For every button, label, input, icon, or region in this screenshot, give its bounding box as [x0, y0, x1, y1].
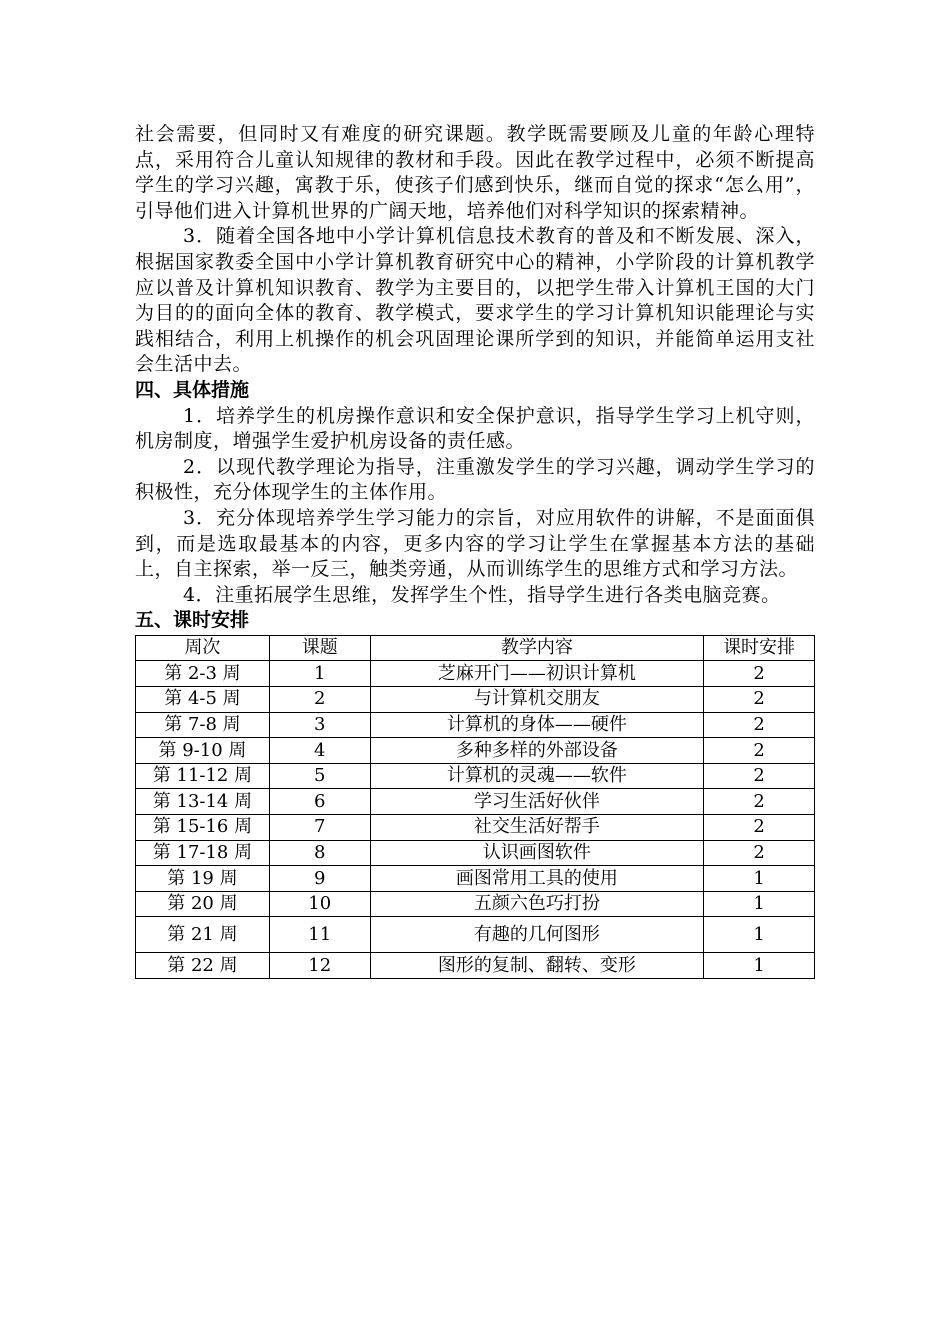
cell-hours: 1 [704, 866, 815, 892]
cell-hours: 2 [704, 738, 815, 764]
cell-content: 与计算机交朋友 [370, 687, 704, 713]
cell-lesson: 8 [269, 840, 370, 866]
table-row [136, 687, 815, 713]
cell-lesson: 1 [269, 661, 370, 687]
cell-week: 第 17-18 周 [136, 840, 270, 866]
cell-content: 五颜六色巧打扮 [370, 891, 704, 917]
cell-content: 画图常用工具的使用 [370, 866, 704, 892]
table-row [136, 738, 815, 764]
cell-hours: 1 [704, 891, 815, 917]
cell-hours: 1 [704, 917, 815, 953]
cell-lesson: 11 [269, 917, 370, 953]
cell-content: 学习生活好伙伴 [370, 789, 704, 815]
table-row [136, 815, 815, 841]
schedule-table [135, 635, 815, 979]
cell-hours: 2 [704, 763, 815, 789]
cell-lesson: 4 [269, 738, 370, 764]
paragraph-item-3: 3．随着全国各地中小学计算机信息技术教育的普及和不断发展、深入，根据国家教委全国中小学计算机教育研究中心的精神，小学阶段的计算机教学应以普及计算机知识教育、教学为主要目的，以把学生带入计算机王国的大门为目的的面向全体的教育、教学模式，要求学生的学习计算机知识能理论与实践相结合，利用上机操作的机会巩固理论课所学到的知识，并能简单运用支社会生活中去。 [135, 225, 815, 376]
measure-item-4: 4．注重拓展学生思维，发挥学生个性，指导学生进行各类电脑竞赛。 [183, 583, 781, 606]
cell-week: 第 19 周 [136, 866, 270, 892]
table-row [136, 763, 815, 789]
cell-lesson: 9 [269, 866, 370, 892]
cell-week: 第 22 周 [136, 953, 270, 979]
cell-content: 社交生活好帮手 [370, 815, 704, 841]
cell-hours: 2 [704, 687, 815, 713]
cell-week: 第 13-14 周 [136, 789, 270, 815]
table-row [136, 866, 815, 892]
document-body [135, 122, 815, 979]
cell-content: 认识画图软件 [370, 840, 704, 866]
cell-lesson: 7 [269, 815, 370, 841]
cell-week: 第 9-10 周 [136, 738, 270, 764]
cell-lesson: 6 [269, 789, 370, 815]
column-header-hours: 课时安排 [704, 635, 815, 661]
cell-content: 计算机的身体——硬件 [370, 712, 704, 738]
column-header-lesson: 课题 [269, 635, 370, 661]
cell-hours: 2 [704, 789, 815, 815]
cell-lesson: 2 [269, 687, 370, 713]
paragraph-continued: 社会需要，但同时又有难度的研究课题。教学既需要顾及儿童的年龄心理特点，采用符合儿童认知规律的教材和手段。因此在教学过程中，必须不断提高学生的学习兴趣，寓教于乐，使孩子们感到快乐，继而自觉的探求“怎么用”，引导他们进入计算机世界的广阔天地，培养他们对科学知识的探索精神。 [135, 123, 815, 222]
table-row [136, 840, 815, 866]
measure-item-1: 1．培养学生的机房操作意识和安全保护意识，指导学生学习上机守则，机房制度，增强学生爱护机房设备的责任感。 [135, 404, 815, 453]
table-header-row [136, 635, 815, 661]
cell-hours: 2 [704, 815, 815, 841]
section-heading-schedule: 五、课时安排 [135, 609, 250, 632]
table-row [136, 712, 815, 738]
cell-week: 第 4-5 周 [136, 687, 270, 713]
cell-hours: 2 [704, 840, 815, 866]
cell-content: 芝麻开门——初识计算机 [370, 661, 704, 687]
column-header-content: 教学内容 [370, 635, 704, 661]
table-row [136, 891, 815, 917]
measure-item-2: 2．以现代教学理论为指导，注重激发学生的学习兴趣，调动学生学习的积极性，充分体现学生的主体作用。 [135, 455, 815, 504]
cell-week: 第 7-8 周 [136, 712, 270, 738]
cell-lesson: 12 [269, 953, 370, 979]
section-heading-measures: 四、具体措施 [135, 378, 250, 401]
cell-content: 多种多样的外部设备 [370, 738, 704, 764]
cell-hours: 1 [704, 953, 815, 979]
column-header-week: 周次 [136, 635, 270, 661]
cell-hours: 2 [704, 712, 815, 738]
cell-hours: 2 [704, 661, 815, 687]
cell-week: 第 21 周 [136, 917, 270, 953]
cell-week: 第 20 周 [136, 891, 270, 917]
table-row [136, 917, 815, 953]
table-row [136, 661, 815, 687]
cell-week: 第 11-12 周 [136, 763, 270, 789]
measure-item-3: 3．充分体现培养学生学习能力的宗旨，对应用软件的讲解，不是面面俱到，而是选取最基本的内容，更多内容的学习让学生在掌握基本方法的基础上，自主探索，举一反三，触类旁通，从而训练学生的思维方式和学习方法。 [135, 506, 815, 581]
table-row [136, 789, 815, 815]
cell-lesson: 10 [269, 891, 370, 917]
cell-content: 有趣的几何图形 [370, 917, 704, 953]
cell-content: 计算机的灵魂——软件 [370, 763, 704, 789]
cell-lesson: 3 [269, 712, 370, 738]
cell-lesson: 5 [269, 763, 370, 789]
table-row [136, 953, 815, 979]
cell-week: 第 2-3 周 [136, 661, 270, 687]
cell-content: 图形的复制、翻转、变形 [370, 953, 704, 979]
cell-week: 第 15-16 周 [136, 815, 270, 841]
